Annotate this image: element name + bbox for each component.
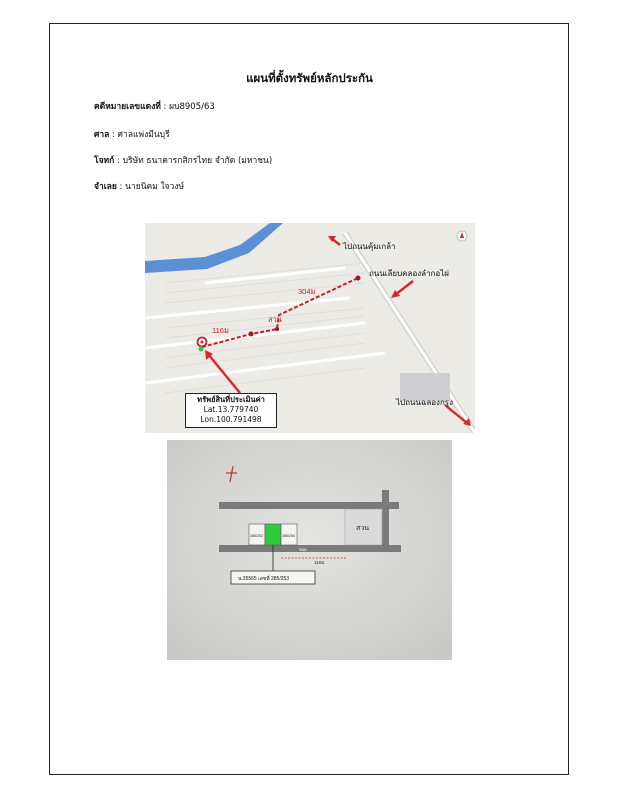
- court-value: : ศาลแพ่งมีนบุรี: [109, 130, 170, 140]
- plan-graphic: [167, 440, 452, 660]
- distance-label: 116ม.: [314, 560, 326, 565]
- plaintiff-value: : บริษัท ธนาคารกสิกรไทย จำกัด (มหาชน): [114, 156, 273, 166]
- route-point: [249, 332, 254, 337]
- property-dot: [199, 347, 204, 352]
- label-garden-plan: สวน: [356, 525, 369, 532]
- route-point: [275, 327, 279, 331]
- plaintiff-label: โจทก์: [94, 156, 115, 166]
- road-side: [382, 490, 389, 550]
- defendant-label: จำเลย: [94, 182, 117, 192]
- case-number-value: : ผบ8905/63: [160, 102, 215, 112]
- road-bottom: [219, 545, 401, 552]
- coords-lat: Lat.13.779740: [203, 405, 259, 414]
- soi-label: ซอย: [299, 547, 307, 552]
- deed-label: น.35565 เลขที่ 285/253: [238, 576, 290, 582]
- route-point: [356, 276, 361, 281]
- label-garden-map: สวน: [268, 315, 282, 324]
- case-number-row: [94, 99, 215, 113]
- label-to-chalong-krung: ไปถนนฉลองกรุง: [396, 398, 453, 407]
- label-to-khumklao: ไปถนนคุ้มเกล้า: [343, 242, 396, 251]
- plot-plan: [167, 440, 452, 660]
- defendant-row: [94, 179, 184, 193]
- court-label: ศาล: [94, 130, 110, 140]
- lot-target: [265, 524, 281, 545]
- road-top: [219, 502, 399, 509]
- court-row: [94, 127, 170, 141]
- label-road: ถนนเลียบคลองลำกอไผ่: [369, 269, 449, 278]
- lot-right-label: 285/254: [282, 534, 295, 538]
- coordinates-box: [185, 393, 277, 428]
- label-116m: 116ม: [212, 326, 229, 335]
- case-number-label: คดีหมายเลขแดงที่: [94, 102, 161, 112]
- plaintiff-row: [94, 153, 272, 167]
- coords-title: ทรัพย์สินที่ประเมินค่า: [197, 395, 265, 404]
- lot-left-label: 285/252: [250, 534, 263, 538]
- label-304m: 304ม: [298, 287, 316, 296]
- defendant-value: : นายนิคม ใจวงษ์: [116, 182, 185, 192]
- coords-lon: Lon.100.791498: [200, 415, 262, 424]
- document-title: แผนที่ตั้งทรัพย์หลักประกัน: [246, 71, 373, 85]
